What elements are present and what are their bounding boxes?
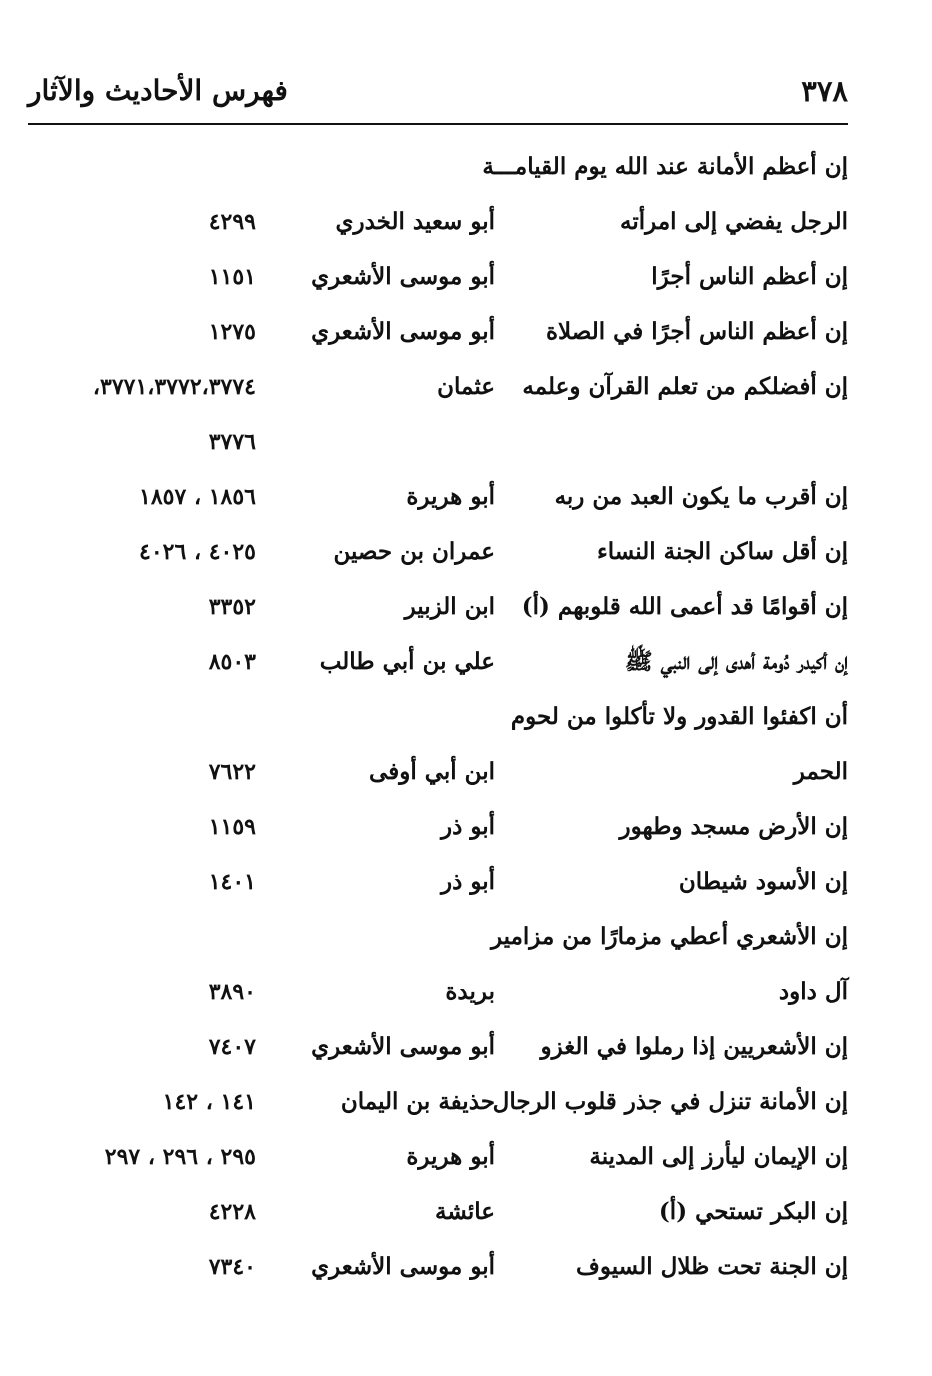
index-entry-continuation (28, 415, 848, 470)
hadith-numbers: ١١٥٩ (208, 814, 256, 840)
hadith-numbers: ١٢٧٥ (208, 319, 256, 345)
hadith-numbers: ٣٨٩٠ (208, 979, 256, 1005)
hadith-text: الحمر (793, 758, 848, 785)
index-entry (28, 800, 848, 855)
narrator: عائشة (435, 1198, 495, 1225)
hadith-numbers: ١١٥١ (208, 264, 256, 290)
hadith-text: إن الأسود شيطان (678, 868, 848, 895)
narrator: أبو موسى الأشعري (311, 1033, 495, 1060)
hadith-numbers: ٧٦٢٢ (208, 759, 256, 785)
hadith-numbers: ٣٣٥٢ (208, 594, 256, 620)
hadith-numbers: ٣٧٧١،٣٧٧٢،٣٧٧٤، (92, 374, 256, 400)
narrator: أبو هريرة (406, 1143, 495, 1170)
narrator: أبو سعيد الخدري (335, 208, 495, 235)
narrator: أبو موسى الأشعري (311, 1253, 495, 1280)
index-entry-continuation (28, 745, 848, 800)
hadith-numbers: ٣٧٧٦ (208, 429, 256, 455)
hadith-text: إن أقل ساكن الجنة النساء (596, 538, 848, 565)
index-entry (28, 855, 848, 910)
page-header (28, 68, 848, 116)
hadith-text: إن البكر تستحي (أ) (658, 1198, 848, 1225)
header-divider (28, 123, 848, 125)
narrator: أبو موسى الأشعري (311, 263, 495, 290)
hadith-numbers: ٧٤٠٧ (208, 1034, 256, 1060)
hadith-numbers: ١٤١ ، ١٤٢ (162, 1089, 256, 1115)
hadith-numbers: ٨٥٠٣ (208, 649, 256, 675)
hadith-text: إن الجنة تحت ظلال السيوف (576, 1253, 848, 1280)
hadith-text: إن أقرب ما يكون العبد من ربه (554, 483, 848, 510)
hadith-numbers: ٤٢٩٩ (208, 209, 256, 235)
index-entry (28, 360, 848, 415)
hadith-numbers: ١٨٥٦ ، ١٨٥٧ (139, 484, 256, 510)
hadith-index-list (28, 140, 848, 1295)
index-entry (28, 470, 848, 525)
narrator: ابن الزبير (404, 593, 495, 620)
index-entry (28, 140, 848, 195)
hadith-text: إن أعظم الناس أجرًا (651, 263, 848, 290)
narrator: أبو ذر (440, 813, 495, 840)
index-entry (28, 1130, 848, 1185)
index-entry (28, 910, 848, 965)
index-entry (28, 305, 848, 360)
index-entry (28, 580, 848, 635)
hadith-text: أن اكفئوا القدور ولا تأكلوا من لحوم (510, 703, 848, 730)
index-entry (28, 635, 848, 690)
page-number: ٣٧٨ (801, 74, 848, 108)
hadith-numbers: ٤٢٢٨ (208, 1199, 256, 1225)
narrator: عمران بن حصين (333, 538, 495, 565)
narrator: أبو ذر (440, 868, 495, 895)
index-entry (28, 1020, 848, 1075)
hadith-text: إن الأشعريين إذا رملوا في الغزو (540, 1033, 848, 1060)
hadith-text: إن الإيمان ليأرز إلى المدينة (589, 1143, 848, 1170)
hadith-numbers: ٤٠٢٥ ، ٤٠٢٦ (139, 539, 256, 565)
hadith-text: الرجل يفضي إلى امرأته (620, 208, 848, 235)
hadith-numbers: ٧٣٤٠ (208, 1254, 256, 1280)
index-entry (28, 195, 848, 250)
narrator: علي بن أبي طالب (319, 648, 495, 675)
hadith-text: إن أكيدر دُومة أهدى إلى النبي ﷺ (624, 648, 848, 675)
hadith-numbers: ٢٩٥ ، ٢٩٦ ، ٢٩٧ (104, 1144, 256, 1170)
narrator: حذيفة بن اليمان (340, 1088, 495, 1115)
index-entry (28, 1240, 848, 1295)
index-entry (28, 1075, 848, 1130)
index-entry (28, 690, 848, 745)
hadith-text: إن الأمانة تنزل في جذر قلوب الرجال (492, 1088, 848, 1115)
hadith-numbers: ١٤٠١ (208, 869, 256, 895)
hadith-text: إن الأشعري أعطي مزمارًا من مزامير (490, 923, 848, 950)
narrator: أبو هريرة (406, 483, 495, 510)
narrator: ابن أبي أوفى (369, 758, 495, 785)
index-entry (28, 1185, 848, 1240)
hadith-text: آل داود (778, 978, 848, 1005)
running-title: فهرس الأحاديث والآثار (28, 74, 288, 107)
hadith-text: إن أقوامًا قد أعمى الله قلوبهم (أ) (521, 593, 848, 620)
hadith-text: إن أعظم الأمانة عند الله يوم القيامـــة (482, 153, 848, 180)
index-entry-continuation (28, 965, 848, 1020)
hadith-text: إن أفضلكم من تعلم القرآن وعلمه (522, 373, 848, 400)
hadith-text: إن أعظم الناس أجرًا في الصلاة (546, 318, 848, 345)
hadith-text: إن الأرض مسجد وطهور (619, 813, 848, 840)
narrator: عثمان (437, 373, 495, 400)
narrator: أبو موسى الأشعري (311, 318, 495, 345)
narrator: بريدة (445, 978, 495, 1005)
index-entry (28, 250, 848, 305)
index-entry (28, 525, 848, 580)
